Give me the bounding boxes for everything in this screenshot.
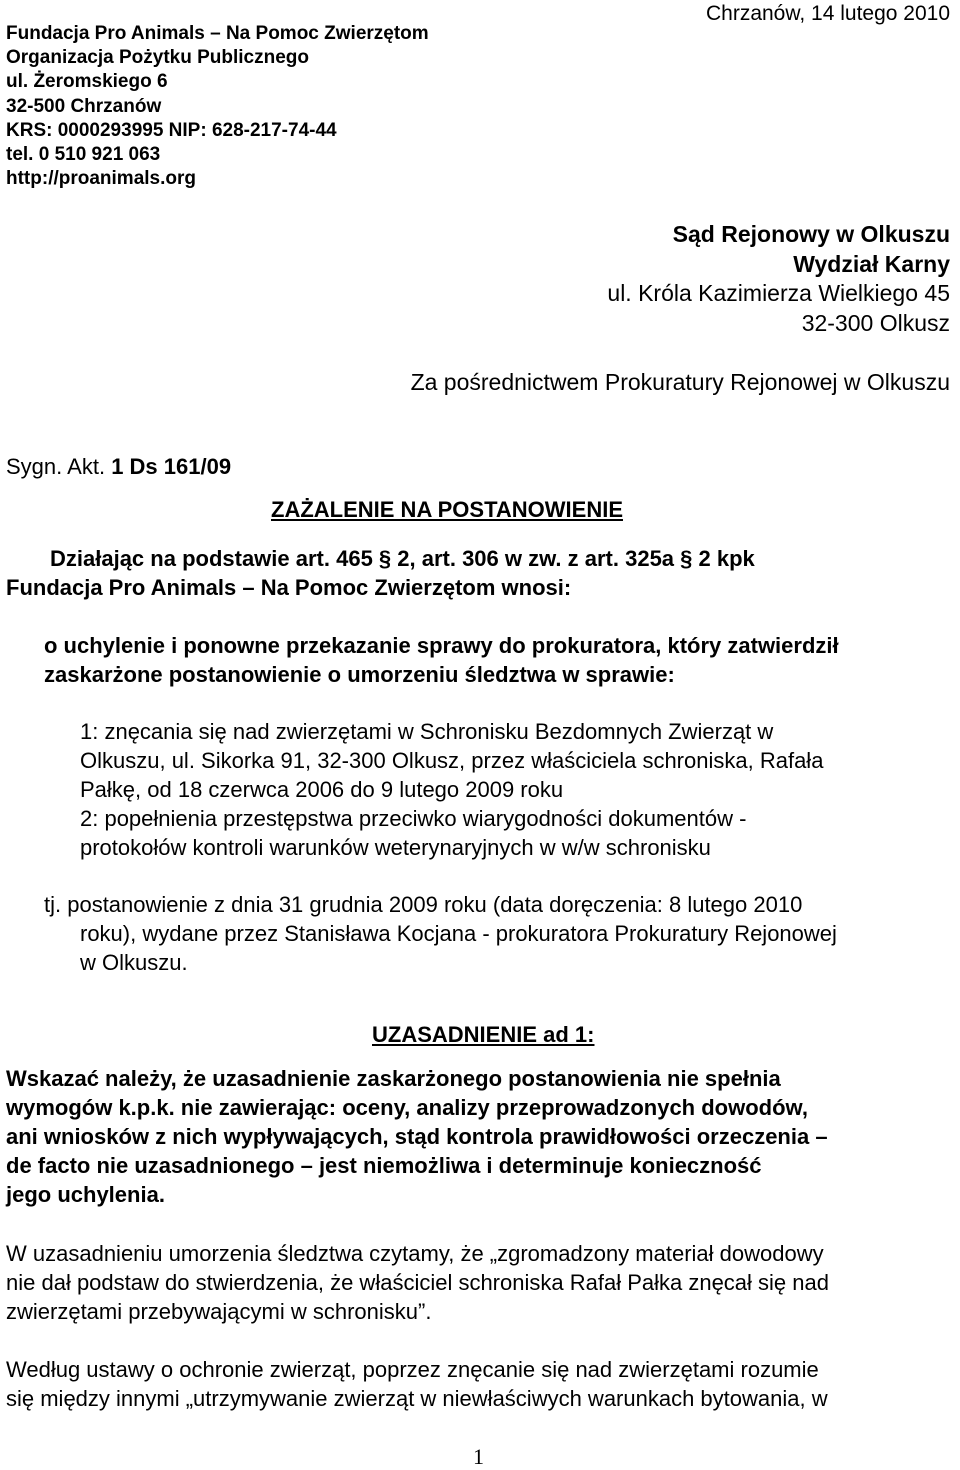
case-signature-label: Sygn. Akt. [6,454,106,479]
justification-line-1: Wskazać należy, że uzasadnienie zaskarżonego postanowienia nie spełnia [6,1066,781,1091]
justification-line-5: jego uchylenia. [6,1182,165,1207]
court-name: Sąd Rejonowy w Olkuszu [672,221,950,247]
sender-street: ul. Żeromskiego 6 [6,71,168,93]
charge-item-2 [80,804,746,862]
court-address [411,220,950,398]
charge-item-1-line-3: Pałkę, od 18 czerwca 2006 do 9 lutego 2009 roku [80,777,564,802]
court-city: 32-300 Olkusz [801,309,950,336]
legal-basis-line-2: Fundacja Pro Animals – Na Pomoc Zwierzętom wnosi: [6,575,572,600]
charge-item-1-line-2: Olkuszu, ul. Sikorka 91, 32-300 Olkusz, przez właściciela schroniska, Rafała [80,748,824,773]
legal-basis-line-1: Działając na podstawie art. 465 § 2, art. 306 w zw. z art. 325a § 2 kpk [50,546,755,571]
request [44,631,839,689]
sender-org: Organizacja Pożytku Publicznego [6,47,310,69]
paragraph-citation [6,1239,829,1326]
court-department: Wydział Karny [793,250,950,277]
charge-item-1 [80,717,823,804]
decision-line-2: roku), wydane przez Stanisława Kocjana - prokuratora Prokuratury Rejonowej [80,921,837,946]
page-number: 1 [473,1444,484,1469]
decision-line-3: w Olkuszu. [80,950,188,975]
charge-item-2-line-1: 2: popełnienia przestępstwa przeciwko wiarygodności dokumentów - [80,806,747,831]
justification-summary [6,1064,828,1209]
charge-item-2-line-2: protokołów kontroli warunków weterynaryjnych w w/w schronisku [80,835,711,860]
paragraph-statute-line-1: Według ustawy o ochronie zwierząt, poprzez znęcanie się nad zwierzętami rozumie [6,1357,819,1382]
justification-line-2: wymogów k.p.k. nie zawierając: oceny, analizy przeprowadzonych dowodów, [6,1095,808,1120]
sender-city: 32-500 Chrzanów [6,95,162,117]
letter-date: Chrzanów, 14 lutego 2010 [705,2,950,25]
sender-block [6,22,429,191]
document-title: ZAŻALENIE NA POSTANOWIENIE [271,497,623,522]
charge-item-1-line-1: 1: znęcania się nad zwierzętami w Schronisku Bezdomnych Zwierząt w [80,719,774,744]
decision-reference [44,890,837,977]
request-line-2: zaskarżone postanowienie o umorzeniu śledztwa w sprawie: [44,662,675,687]
court-via: Za pośrednictwem Prokuratury Rejonowej w Olkuszu [410,369,950,395]
sender-name: Fundacja Pro Animals – Na Pomoc Zwierzętom [6,23,429,44]
case-signature-number: 1 Ds 161/09 [111,454,232,479]
legal-basis [6,544,755,602]
paragraph-citation-line-2: nie dał podstaw do stwierdzenia, że właściciel schroniska Rafał Pałka znęcał się nad [6,1270,829,1295]
justification-line-4: de facto nie uzasadnionego – jest niemożliwa i determinuje konieczność [6,1153,762,1178]
paragraph-statute [6,1355,828,1413]
justification-line-3: ani wniosków z nich wypływających, stąd kontrola prawidłowości orzeczenia – [6,1124,828,1149]
case-signature [6,454,231,480]
paragraph-statute-line-2: się między innymi „utrzymywanie zwierząt w niewłaściwych warunkach bytowania, w [6,1386,828,1411]
request-line-1: o uchylenie i ponowne przekazanie sprawy do prokuratora, który zatwierdził [44,633,839,658]
sender-krs: KRS: 0000293995 NIP: 628-217-74-44 [6,119,337,141]
sender-tel: tel. 0 510 921 063 [6,144,161,166]
decision-line-1: tj. postanowienie z dnia 31 grudnia 2009 roku (data doręczenia: 8 lutego 2010 [44,892,803,917]
paragraph-citation-line-3: zwierzętami przebywającymi w schronisku”. [6,1299,432,1324]
sender-website-link[interactable]: http://proanimals.org [6,168,196,190]
paragraph-citation-line-1: W uzasadnieniu umorzenia śledztwa czytamy, że „zgromadzony materiał dowodowy [6,1241,824,1266]
court-street: ul. Króla Kazimierza Wielkiego 45 [607,280,950,306]
justification-heading: UZASADNIENIE ad 1: [372,1022,595,1047]
